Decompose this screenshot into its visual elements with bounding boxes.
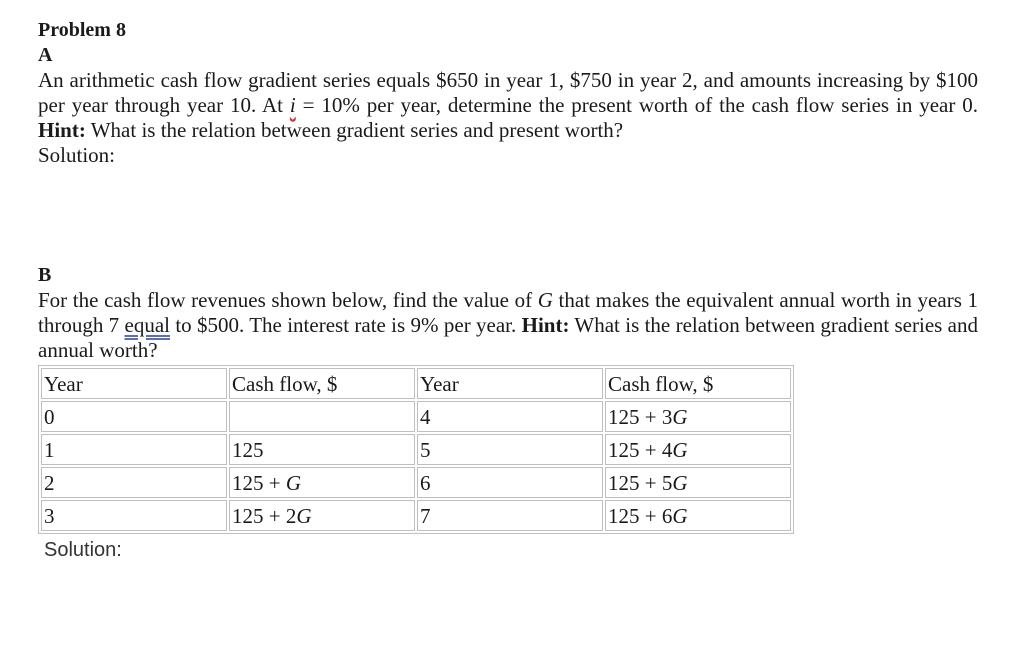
gradient-variable-g: G <box>537 288 553 312</box>
part-b-statement <box>38 288 978 363</box>
cash-flow-base: 125 <box>232 437 264 462</box>
part-a-label: A <box>38 44 53 66</box>
cash-flow-base: 125 + 4 <box>608 437 673 462</box>
part-a-hint-text: What is the relation between gradient series and present worth? <box>85 118 624 142</box>
year-cell: 0 <box>41 401 227 432</box>
header-cash-flow-2: Cash flow, $ <box>605 368 791 399</box>
part-a-text-2: = 10% per year, determine the present worth of the cash flow series in year 0. <box>295 93 978 117</box>
part-b-hint-text: What is the relation between gradient series and annual worth? <box>38 313 978 362</box>
underlined-equal: equal <box>124 313 170 337</box>
gradient-variable-g: G <box>672 404 688 429</box>
year-cell: 3 <box>41 500 227 531</box>
part-b-text-3: to $500. The interest rate is 9% per year. <box>170 313 522 337</box>
gradient-variable-g: G <box>296 503 312 528</box>
part-a-hint-label: Hint: <box>38 118 86 142</box>
year-cell: 6 <box>417 467 603 498</box>
header-year-2: Year <box>417 368 603 399</box>
cash-flow-base: 125 + 6 <box>608 503 673 528</box>
cash-flow-cell <box>605 434 791 465</box>
part-b-text-2: that makes the equivalent annual worth in years 1 through 7 <box>38 288 979 337</box>
part-a-statement <box>38 68 978 143</box>
problem-title: Problem 8 <box>38 19 126 41</box>
cash-flow-base: 125 + 5 <box>608 470 673 495</box>
part-a-text-1: An arithmetic cash flow gradient series equals $650 in year 1, $750 in year 2, and amounts increasing by $100 per year through year 10. At <box>38 68 978 117</box>
gradient-variable-g: G <box>672 470 688 495</box>
cash-flow-cell <box>605 467 791 498</box>
cash-flow-cell <box>605 500 791 531</box>
interest-variable-i: i <box>289 93 296 117</box>
cash-flow-base: 125 + <box>232 470 286 495</box>
table-row <box>41 500 791 531</box>
cash-flow-cell <box>229 401 415 432</box>
header-year-1: Year <box>41 368 227 399</box>
cash-flow-base: 125 + 2 <box>232 503 297 528</box>
part-b-section <box>38 263 978 562</box>
solution-space <box>38 168 978 263</box>
cash-flow-cell <box>229 434 415 465</box>
cash-flow-cell <box>229 467 415 498</box>
cash-flow-cell <box>229 500 415 531</box>
table-row <box>41 401 791 432</box>
cash-flow-table <box>38 365 794 534</box>
year-cell: 2 <box>41 467 227 498</box>
gradient-variable-g: G <box>285 470 302 495</box>
year-cell: 4 <box>417 401 603 432</box>
part-a-solution-label: Solution: <box>38 143 116 167</box>
gradient-variable-g: G <box>672 503 688 528</box>
part-b-text-1: For the cash flow revenues shown below, find the value of <box>38 288 538 312</box>
cash-flow-base: 125 + 3 <box>608 404 673 429</box>
header-cash-flow-1: Cash flow, $ <box>229 368 415 399</box>
table-header-row <box>41 368 791 399</box>
year-cell: 5 <box>417 434 603 465</box>
year-cell: 7 <box>417 500 603 531</box>
year-cell: 1 <box>41 434 227 465</box>
part-b-solution-label: Solution: <box>44 539 122 561</box>
document-page <box>38 18 978 562</box>
part-b-label: B <box>38 264 52 286</box>
part-b-hint-label: Hint: <box>521 313 570 337</box>
cash-flow-cell <box>605 401 791 432</box>
table-row <box>41 434 791 465</box>
gradient-variable-g: G <box>672 437 688 462</box>
table-row <box>41 467 791 498</box>
